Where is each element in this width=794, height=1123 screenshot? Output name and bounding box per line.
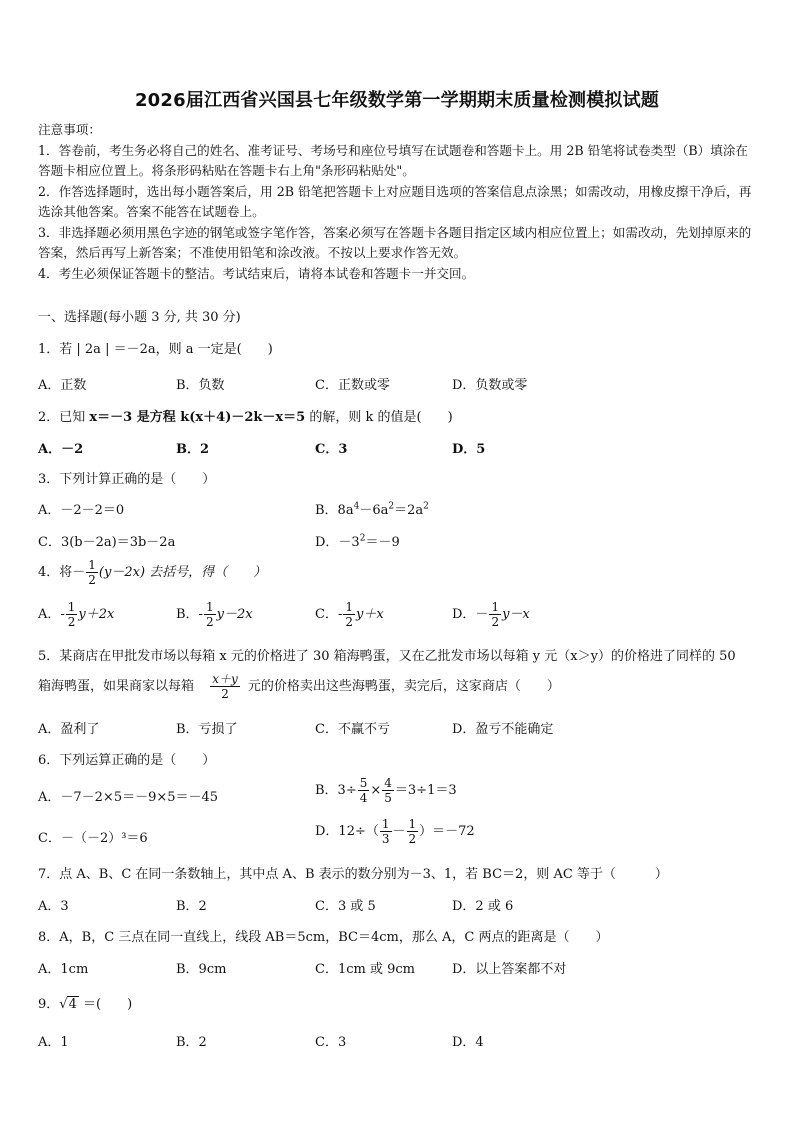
q4-c-part: C．-	[315, 607, 343, 622]
fraction-numerator: 1	[491, 600, 500, 614]
fraction-numerator: 4	[384, 776, 392, 790]
q1-option-a: A．正数	[38, 378, 87, 393]
question-4	[38, 558, 266, 587]
q5-option-d: D．盈亏不能确定	[452, 722, 554, 737]
page-title: 2026届江西省兴国县七年级数学第一学期期末质量检测模拟试题	[134, 90, 660, 111]
q6-d-part: D．12÷（	[315, 824, 379, 839]
q6-b-fraction	[358, 776, 370, 805]
q8-option-d: D．以上答案都不对	[452, 962, 567, 977]
q6-d-part: －	[392, 824, 406, 839]
q4-fraction	[86, 558, 98, 587]
q5-part: 元的价格卖出这些海鸭蛋，卖完后，这家商店（ ）	[247, 679, 560, 694]
q3-d-part: D．－3	[315, 535, 360, 550]
fraction-denominator: 2	[408, 832, 417, 846]
q2-option-a: A．－2	[38, 442, 84, 457]
q3-d-exp: 2	[359, 533, 366, 544]
q6-option-a: A．－7－2×5＝－9×5＝－45	[38, 790, 219, 805]
question-9	[38, 993, 132, 1012]
question-8: 8．A，B，C 三点在同一直线上，线段 AB＝5cm，BC＝4cm，那么 A，C 两点的距离是（ ）	[38, 930, 609, 945]
q3-b-exp: 2	[423, 501, 429, 512]
q3-b-part: B．8a	[315, 503, 354, 518]
q7-option-c: C．3 或 5	[315, 899, 376, 914]
q4-a-part: y＋2x	[78, 607, 115, 622]
note-item: 1．答卷前，考生务必将自己的姓名、准考证号、考场号和座位号填写在试题卷和答题卡上。用 2B 铅笔将试卷类型（B）填涂在答题卡相应位置上。将条形码粘贴在答题卡右上角"条形码粘贴处"。	[38, 142, 749, 178]
q2-option-b: B．2	[176, 442, 210, 457]
q1-option-d: D．负数或零	[452, 378, 528, 393]
q1-option-b: B．负数	[176, 378, 225, 393]
q2-post: 的解，则 k 的值是( )	[305, 410, 453, 425]
notes-heading: 注意事项：	[38, 122, 101, 137]
q1-option-c: C．正数或零	[315, 378, 390, 393]
question-5-line-2	[38, 672, 560, 701]
q4-d-part: D．－	[452, 607, 489, 622]
q6-b-part: B．3÷	[315, 783, 357, 798]
q2-option-c: C．3	[315, 442, 348, 457]
q9-option-c: C．3	[315, 1035, 347, 1050]
notes-block	[38, 120, 760, 284]
fraction-denominator: 2	[88, 573, 96, 587]
fraction-numerator: 1	[345, 600, 353, 614]
fraction-denominator: 2	[67, 615, 76, 629]
q9-option-b: B．2	[176, 1035, 207, 1050]
q4-d-fraction	[489, 600, 501, 629]
q3-option-a: A．－2－2＝0	[38, 503, 125, 518]
q6-b-part: ＝3÷1＝3	[394, 783, 457, 798]
q9-part: ＝( )	[83, 997, 133, 1012]
q6-option-d	[315, 817, 475, 846]
section-heading: 一、选择题(每小题 3 分, 共 30 分)	[38, 310, 241, 325]
fraction-numerator: 1	[88, 558, 96, 572]
q4-option-d	[452, 600, 530, 629]
q3-b-part: ＝2a	[394, 503, 424, 518]
fraction-numerator: 1	[381, 817, 390, 831]
fraction-numerator: 5	[359, 776, 368, 790]
q2-pre: 2．已知	[38, 410, 90, 425]
q3-option-b	[315, 499, 429, 518]
q4-c-part: y＋x	[355, 607, 384, 622]
note-item: 4．考生必须保证答题卡的整洁。考试结束后，请将本试卷和答题卡一并交回。	[38, 265, 475, 281]
q5-fraction	[210, 672, 240, 701]
q4-post: (y－2x) 去括号，得（ ）	[98, 565, 267, 580]
q3-b-exp: 2	[388, 501, 395, 512]
q7-option-b: B．2	[176, 899, 207, 914]
q5-part: 箱海鸭蛋，如果商家以每箱	[38, 679, 195, 694]
fraction-denominator: 2	[491, 615, 500, 629]
q7-option-d: D．2 或 6	[452, 899, 514, 914]
q4-pre: 4．将－	[38, 565, 86, 580]
fraction-denominator: 2	[205, 615, 214, 629]
q4-a-fraction	[66, 600, 78, 629]
q6-d-part: ）＝－72	[419, 824, 475, 839]
q4-b-fraction	[204, 600, 216, 629]
q4-option-b	[176, 600, 253, 629]
q6-b-fraction	[382, 776, 394, 805]
q9-option-a: A．1	[38, 1035, 69, 1050]
fraction-denominator: 5	[384, 791, 392, 805]
fraction-denominator: 3	[381, 832, 390, 846]
q4-a-part: A．-	[38, 607, 65, 622]
q3-b-part: －6a	[359, 503, 389, 518]
question-5-line-1: 5．某商店在甲批发市场以每箱 x 元的价格进了 30 箱海鸭蛋，又在乙批发市场以每箱 y 元（x＞y）的价格进了同样的 50	[38, 649, 736, 664]
q8-option-b: B．9cm	[176, 962, 227, 977]
q6-d-fraction	[407, 817, 419, 846]
question-7: 7．点 A、B、C 在同一条数轴上，其中点 A、B 表示的数分别为－3、1，若 BC＝2，则 AC 等于（ ）	[38, 867, 668, 882]
fraction-numerator: 1	[67, 600, 76, 614]
q3-option-d	[315, 531, 400, 550]
fraction-denominator: 4	[359, 791, 368, 805]
q4-option-c	[315, 600, 384, 629]
q8-option-a: A．1cm	[38, 962, 89, 977]
q5-option-c: C．不赢不亏	[315, 722, 390, 737]
fraction-denominator: 2	[221, 687, 229, 701]
q9-radicand: 4	[68, 997, 77, 1012]
q5-option-b: B．亏损了	[176, 722, 238, 737]
fraction-numerator: x＋y	[212, 672, 238, 686]
question-1: 1．若 | 2a | ＝－2a，则 a 一定是( )	[38, 342, 273, 357]
note-item: 3．非选择题必须用黑色字迹的钢笔或签字笔作答，答案必须写在答题卡各题目指定区域内相应位置上；如需改动，先划掉原来的答案，然后再写上新答案；不准使用铅笔和涂改液。不按以上要求作答无效。	[38, 224, 752, 260]
q2-option-d: D．5	[452, 442, 486, 457]
q6-option-b	[315, 776, 457, 805]
q9-part: 9．	[38, 997, 60, 1012]
q6-option-c: C．－（－2）³＝6	[38, 831, 148, 846]
q3-option-c: C．3(b－2a)＝3b－2a	[38, 535, 176, 550]
question-2	[38, 406, 453, 425]
fraction-numerator: 1	[408, 817, 417, 831]
q4-b-part: y－2x	[216, 607, 253, 622]
question-6: 6．下列运算正确的是（ ）	[38, 753, 216, 768]
note-item: 2．作答选择题时，选出每小题答案后，用 2B 铅笔把答题卡上对应题目选项的答案信息点涂黑；如需改动，用橡皮擦干净后，再选涂其他答案。答案不能答在试题卷上。	[38, 183, 752, 219]
q5-option-a: A．盈利了	[38, 722, 100, 737]
q3-d-part: ＝－9	[365, 535, 400, 550]
fraction-numerator: 1	[205, 600, 214, 614]
q7-option-a: A．3	[38, 899, 69, 914]
q2-equation: x＝－3 是方程 k(x＋4)－2k－x＝5	[89, 410, 306, 425]
q4-b-part: B．-	[176, 607, 203, 622]
sqrt-icon: √	[59, 997, 68, 1012]
question-3: 3．下列计算正确的是（ ）	[38, 472, 216, 487]
q6-d-fraction	[380, 817, 392, 846]
q8-option-c: C．1cm 或 9cm	[315, 962, 415, 977]
q4-d-part: y－x	[502, 607, 530, 622]
q9-option-d: D．4	[452, 1035, 484, 1050]
fraction-denominator: 2	[345, 615, 353, 629]
q4-option-a	[38, 600, 114, 629]
q4-c-fraction	[343, 600, 355, 629]
q3-b-exp: 4	[353, 501, 360, 512]
q6-b-part: ×	[370, 783, 382, 798]
